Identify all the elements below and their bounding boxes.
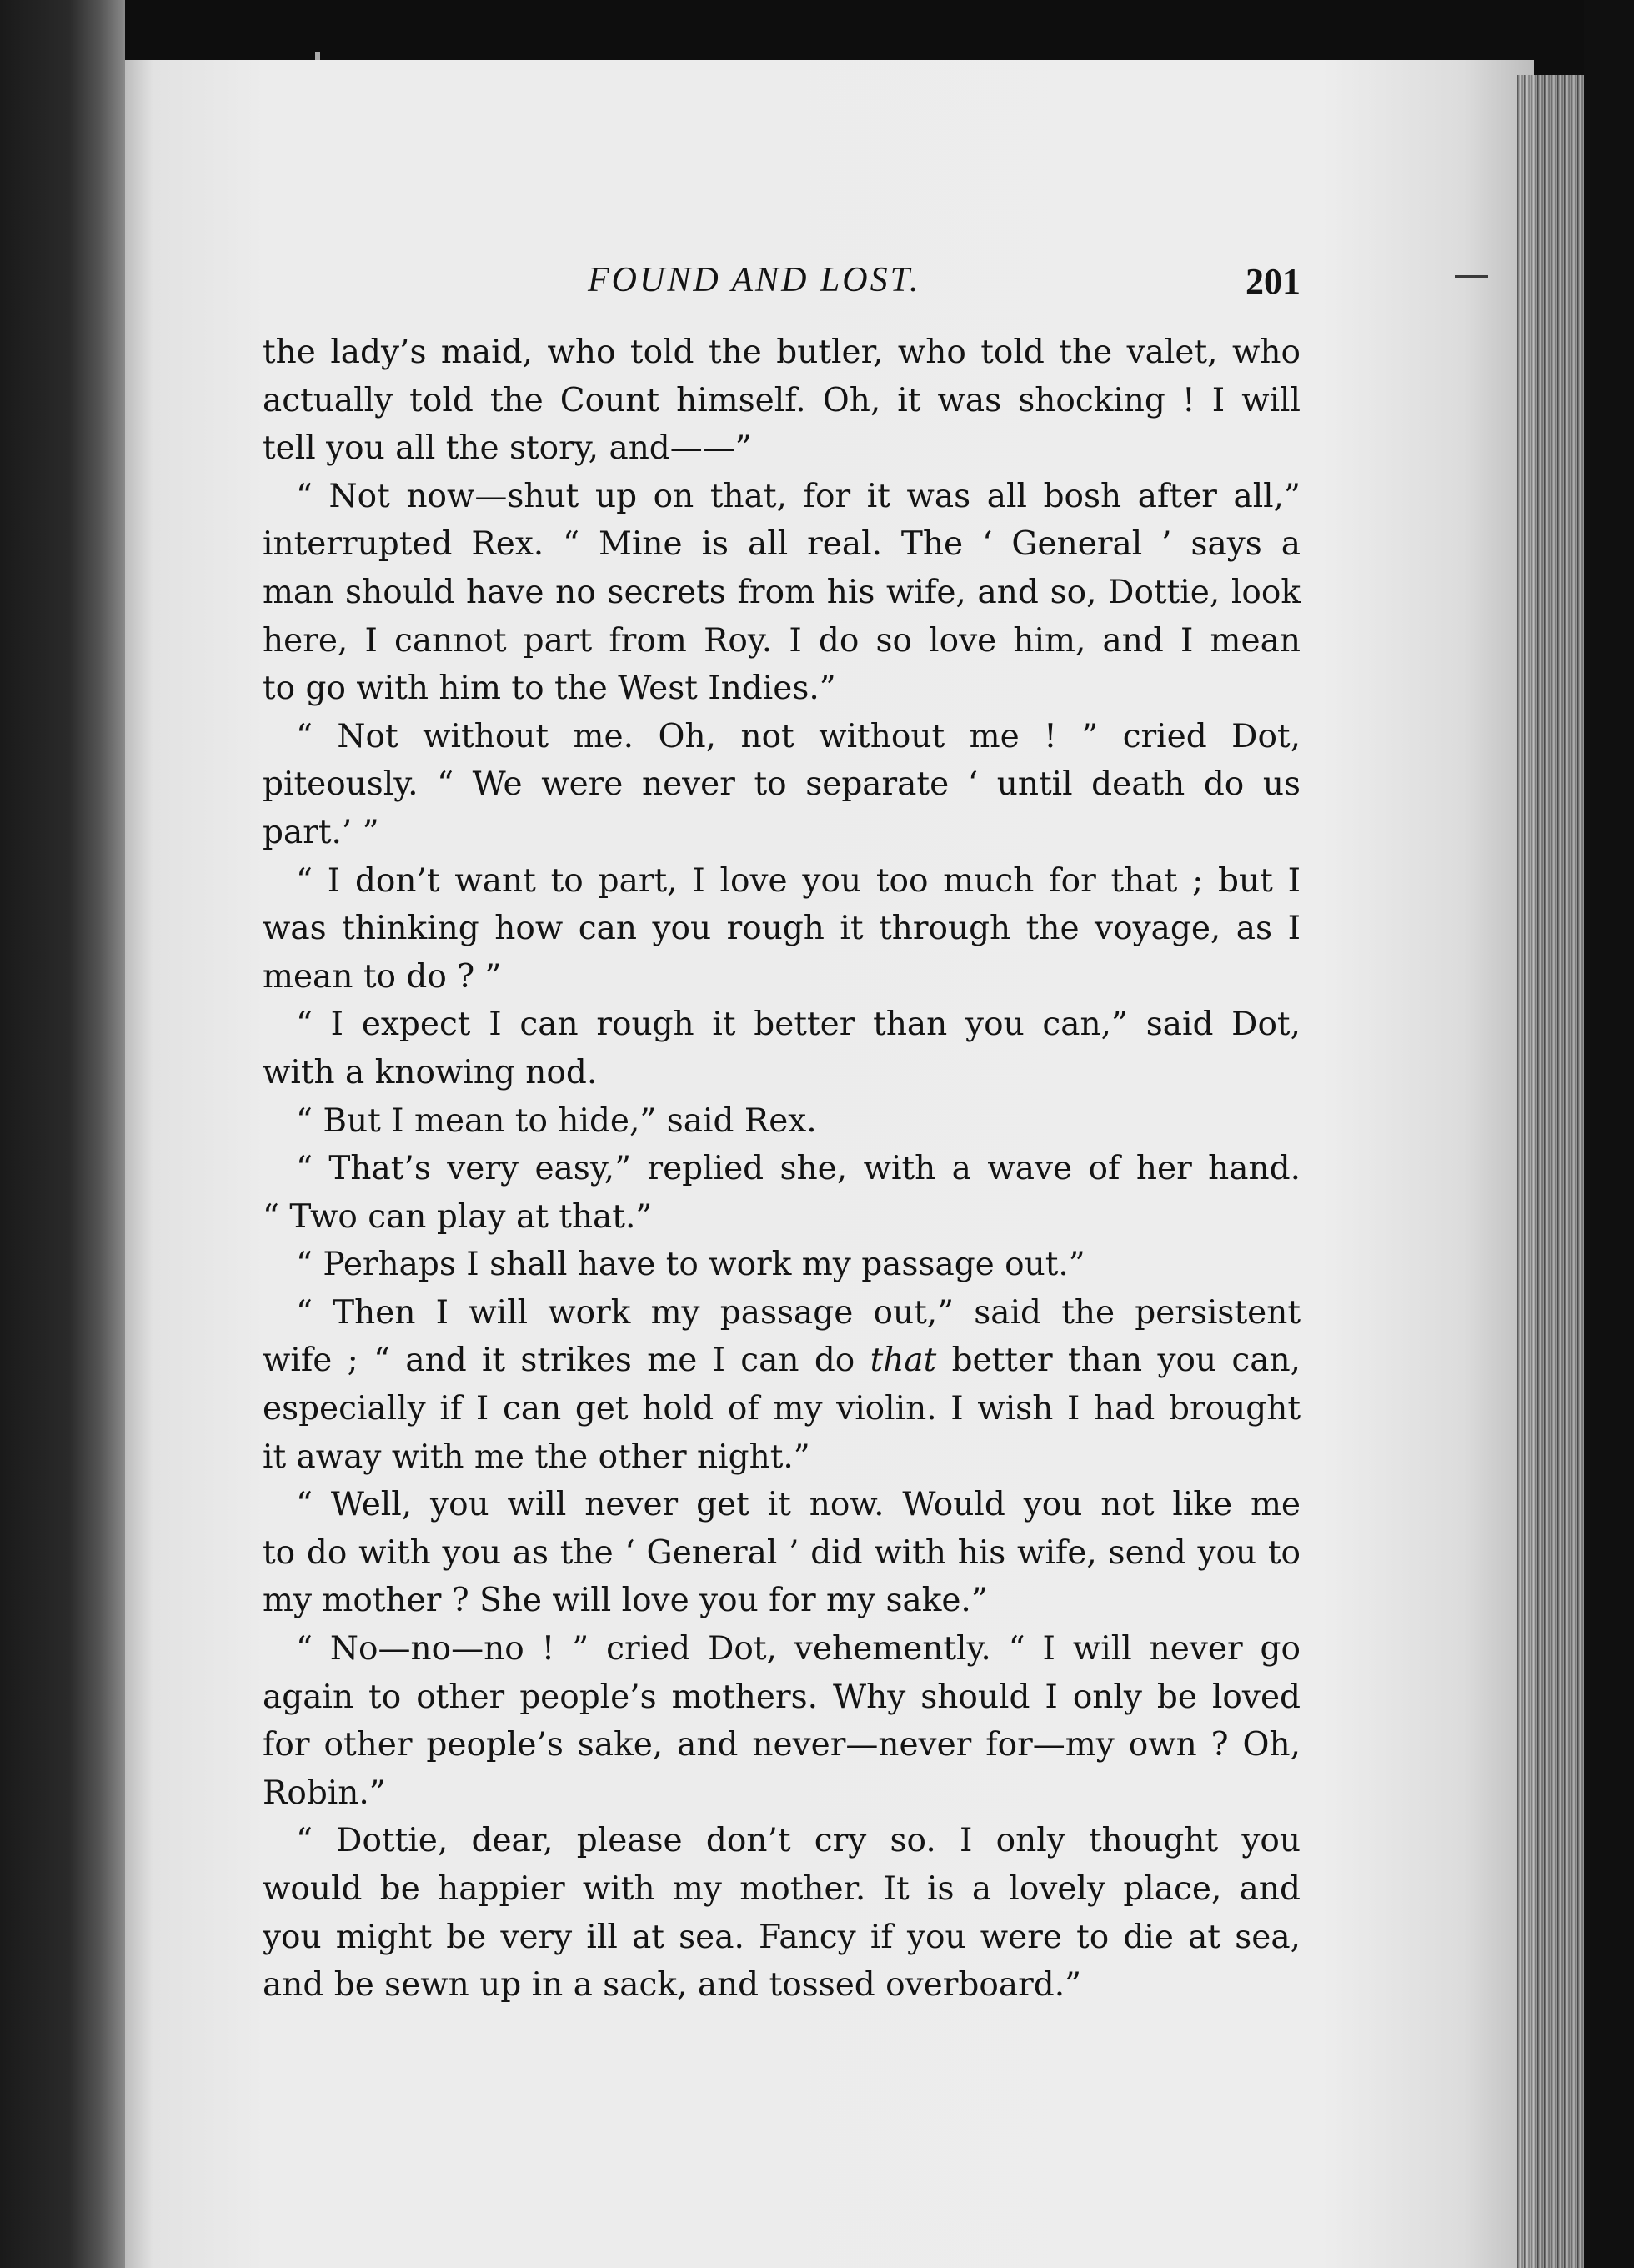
text-line: to do with you as the ‘ General ’ did with his wife, send you to — [263, 1533, 1301, 1572]
text-line: part.’ ” — [263, 813, 379, 851]
text-line: and be sewn up in a sack, and tossed overboard.” — [263, 1966, 1082, 2005]
scan-speck — [315, 52, 320, 60]
text-line: interrupted Rex. “ Mine is all real. The ‘ General ’ says a — [263, 525, 1301, 564]
text-line: “ Two can play at that.” — [263, 1197, 653, 1236]
running-head: FOUND AND LOST. — [588, 261, 921, 299]
text-line: piteously. “ We were never to separate ‘ until death do us — [263, 765, 1301, 804]
page-edges — [1517, 75, 1584, 2268]
scan-border-right — [1584, 0, 1634, 2268]
text-line: especially if I can get hold of my violin. I wish I had brought — [263, 1390, 1301, 1428]
text-line: “ No—no—no ! ” cried Dot, vehemently. “ I will never go — [296, 1630, 1301, 1668]
text-line: wife ; “ and it strikes me I can do that better than you can, — [263, 1342, 1301, 1380]
text-line: for other people’s sake, and never—never for—my own ? Oh, — [263, 1726, 1301, 1764]
text-line: would be happier with my mother. It is a lovely place, and — [263, 1870, 1301, 1908]
page-header — [263, 250, 1301, 317]
text-line: mean to do ? ” — [263, 957, 502, 996]
text-line: “ Dottie, dear, please don’t cry so. I only thought you — [296, 1822, 1301, 1860]
text-line: “ Perhaps I shall have to work my passage out.” — [296, 1246, 1085, 1284]
text-line: “ I expect I can rough it better than you can,” said Dot, — [296, 1006, 1301, 1044]
text-line: again to other people’s mothers. Why should I only be loved — [263, 1678, 1301, 1716]
page-number: 201 — [1246, 261, 1301, 302]
text-line: “ Not without me. Oh, not without me ! ” cried Dot, — [296, 717, 1301, 755]
text-line: my mother ? She will love you for my sake.” — [263, 1582, 988, 1620]
text-line: here, I cannot part from Roy. I do so love him, and I mean — [263, 621, 1301, 660]
text-line: tell you all the story, and——” — [263, 429, 752, 468]
text-line: “ I don’t want to part, I love you too much for that ; but I — [296, 861, 1301, 900]
text-line: “ Not now—shut up on that, for it was all bosh after all,” — [296, 477, 1301, 515]
text-line: Robin.” — [263, 1774, 386, 1812]
text-line: “ That’s very easy,” replied she, with a wave of her hand. — [296, 1150, 1301, 1188]
text-line: it away with me the other night.” — [263, 1438, 810, 1476]
text-line: with a knowing nod. — [263, 1053, 598, 1091]
text-line: man should have no secrets from his wife, and so, Dottie, look — [263, 573, 1301, 611]
emphasis: that — [870, 1342, 937, 1380]
margin-mark — [1455, 275, 1488, 278]
page-text-block — [263, 250, 1301, 2010]
text-line: to go with him to the West Indies.” — [263, 670, 836, 708]
text-line: the lady’s maid, who told the butler, who told the valet, who — [263, 334, 1301, 371]
book-gutter — [0, 0, 125, 2268]
body-text — [263, 329, 1301, 2010]
text-line: actually told the Count himself. Oh, it was shocking ! I will — [263, 381, 1301, 419]
text-line: was thinking how can you rough it through the voyage, as I — [263, 910, 1301, 948]
text-line: “ Well, you will never get it now. Would you not like me — [296, 1486, 1301, 1524]
text-line: you might be very ill at sea. Fancy if you were to die at sea, — [263, 1918, 1301, 1956]
text-line: “ But I mean to hide,” said Rex. — [296, 1101, 817, 1140]
text-line: “ Then I will work my passage out,” said the persistent — [296, 1293, 1301, 1332]
